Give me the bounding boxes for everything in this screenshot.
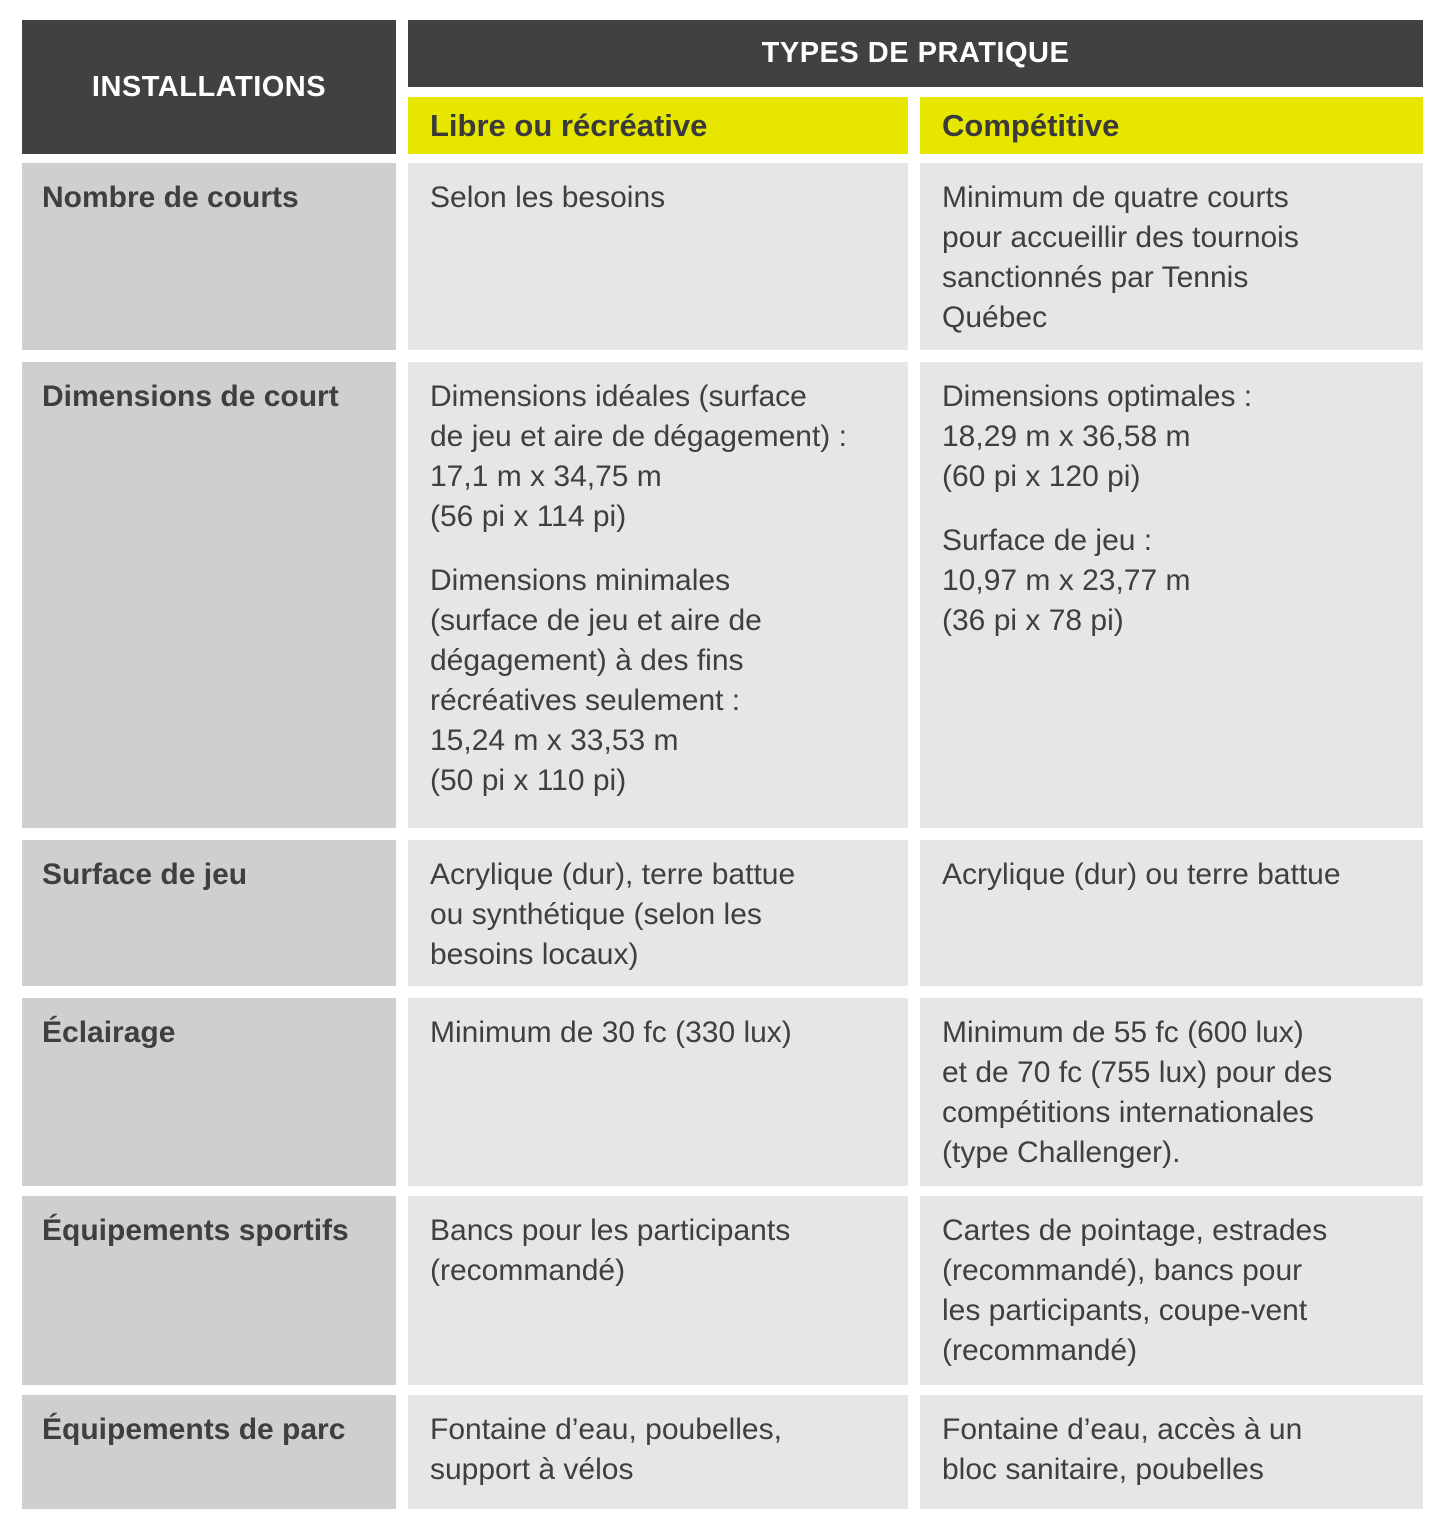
row-label: Nombre de courts xyxy=(42,181,299,214)
table-row-header xyxy=(22,1196,396,1385)
cell-text: Minimum de 55 fc (600 lux) et de 70 fc (755 lux) pour des compétitions internationales (type Challenger). xyxy=(942,1016,1333,1169)
column-header-competitive xyxy=(920,97,1423,154)
cell-text: Selon les besoins xyxy=(430,181,666,214)
table-cell-libre xyxy=(408,163,908,350)
table-cell-libre xyxy=(408,998,908,1186)
table-row-header xyxy=(22,998,396,1186)
installations-header-label: INSTALLATIONS xyxy=(91,70,327,103)
row-label: Éclairage xyxy=(42,1016,176,1049)
cell-text: Minimum de quatre courts pour accueillir des tournois sanctionnés par Tennis Québec xyxy=(942,181,1299,334)
installations-header xyxy=(22,20,396,154)
cell-text: Acrylique (dur) ou terre battue xyxy=(942,858,1341,891)
table-cell-competitive xyxy=(920,1395,1423,1509)
table-cell-libre xyxy=(408,1196,908,1385)
table-row-header xyxy=(22,163,396,350)
cell-text: Acrylique (dur), terre battue ou synthétique (selon les besoins locaux) xyxy=(430,858,796,971)
table-cell-libre xyxy=(408,1395,908,1509)
cell-text: Fontaine d’eau, accès à un bloc sanitaire, poubelles xyxy=(942,1413,1303,1486)
cell-text: Dimensions idéales (surface de jeu et aire de dégagement) : 17,1 m x 34,75 m (56 pi x 114 pi) xyxy=(430,380,847,533)
types-de-pratique-label: TYPES DE PRATIQUE xyxy=(761,37,1070,69)
cell-text: Surface de jeu : 10,97 m x 23,77 m (36 pi x 78 pi) xyxy=(942,524,1191,637)
cell-text: Fontaine d’eau, poubelles, support à vélos xyxy=(430,1413,782,1486)
row-label: Équipements sportifs xyxy=(42,1214,349,1247)
table-row-header xyxy=(22,840,396,986)
column-header-libre-label: Libre ou récréative xyxy=(430,107,708,143)
row-label: Surface de jeu xyxy=(42,858,248,891)
cell-text: Minimum de 30 fc (330 lux) xyxy=(430,1016,792,1049)
cell-text: Dimensions optimales : 18,29 m x 36,58 m (60 pi x 120 pi) xyxy=(942,380,1253,493)
table-row-header xyxy=(22,1395,396,1509)
row-label: Équipements de parc xyxy=(42,1413,346,1446)
column-header-libre xyxy=(408,97,908,154)
cell-text: Bancs pour les participants (recommandé) xyxy=(430,1214,791,1287)
table-cell-competitive xyxy=(920,362,1423,828)
types-de-pratique-header xyxy=(408,20,1423,87)
table-cell-competitive xyxy=(920,840,1423,986)
column-header-competitive-label: Compétitive xyxy=(942,107,1120,143)
row-label: Dimensions de court xyxy=(42,380,339,413)
table-cell-competitive xyxy=(920,163,1423,350)
table-cell-libre xyxy=(408,840,908,986)
table-cell-libre xyxy=(408,362,908,828)
cell-text: Cartes de pointage, estrades (recommandé), bancs pour les participants, coupe-vent (recommandé) xyxy=(942,1214,1328,1367)
table-row-header xyxy=(22,362,396,828)
table-cell-competitive xyxy=(920,1196,1423,1385)
cell-text: Dimensions minimales (surface de jeu et aire de dégagement) à des fins récréatives seulement : 15,24 m x 33,53 m (50 pi x 110 pi) xyxy=(430,564,762,797)
table-cell-competitive xyxy=(920,998,1423,1186)
